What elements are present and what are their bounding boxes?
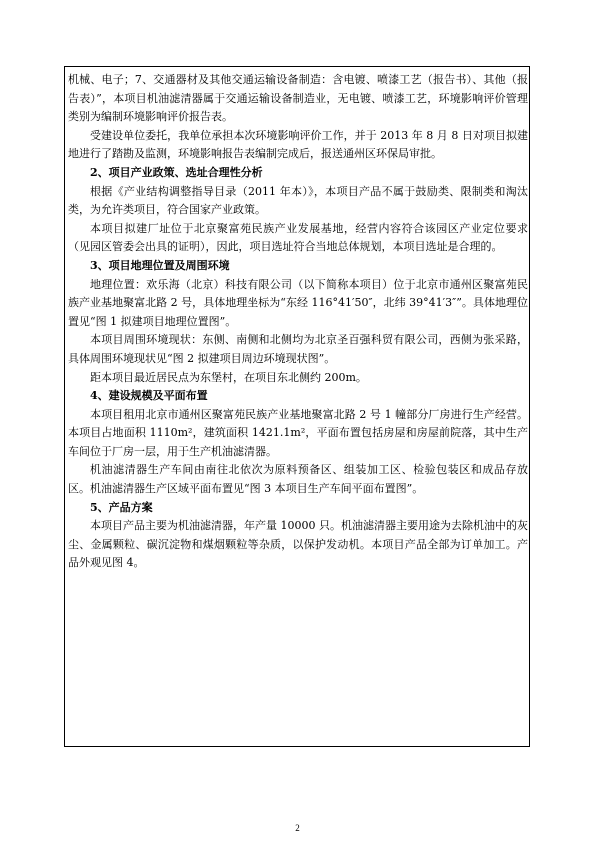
section-heading: 4、建设规模及平面布置 <box>90 389 208 403</box>
section-heading: 3、项目地理位置及周围环境 <box>90 258 230 272</box>
body-paragraph: 受建设单位委托，我单位承担本次环境影响评价工作，并于 2013 年 8 月 8 日对项目拟建地进行了踏勘及监测，环境影响报告表编制完成后，报送通州区环保局审批。 <box>68 128 528 161</box>
body-paragraph: 地理位置：欢乐海（北京）科技有限公司（以下简称本项目）位于北京市通州区聚富苑民族产业基地聚富北路 2 号，具体地理坐标为“东经 116°41′50″，北纬 39°41′3″”。具体地理位置见“图 1 拟建项目地理位置图”。 <box>68 277 528 328</box>
body-paragraph: 本项目产品主要为机油滤清器，年产量 10000 只。机油滤清器主要用途为去除机油中的灰尘、金属颗粒、碳沉淀物和煤烟颗粒等杂质，以保护发动机。本项目产品全部为订单加工。产品外观见图 4。 <box>68 519 528 570</box>
body-paragraph: 根据《产业结构调整指导目录（2011 年本）》，本项目产品不属于鼓励类、限制类和淘汰类，为允许类项目，符合国家产业政策。 <box>68 184 528 217</box>
body-paragraph: 本项目拟建厂址位于北京聚富苑民族产业发展基地，经营内容符合该园区产业定位要求（见园区管委会出具的证明），因此，项目选址符合当地总体规划，本项目选址是合理的。 <box>68 221 528 254</box>
document-body <box>68 71 528 573</box>
body-paragraph: 机械、电子；7、交通器材及其他交通运输设备制造：含电镀、喷漆工艺（报告书）、其他（报告表）”，本项目机油滤清器属于交通运输设备制造业，无电镀、喷漆工艺，环境影响评价管理类别为编制环境影响评价报告表。 <box>68 73 528 124</box>
body-paragraph: 本项目租用北京市通州区聚富苑民族产业基地聚富北路 2 号 1 幢部分厂房进行生产经营。本项目占地面积 1110m²，建筑面积 1421.1m²，平面布置包括房屋和房屋前院落，其中生产车间位于厂房一层，用于生产机油滤清器。 <box>68 407 528 458</box>
section-heading: 2、项目产业政策、选址合理性分析 <box>90 165 263 179</box>
body-paragraph: 距本项目最近居民点为东堡村，在项目东北侧约 200m。 <box>90 370 367 384</box>
page-number: 2 <box>295 823 300 833</box>
body-paragraph: 本项目周围环境现状：东侧、南侧和北侧均为北京圣百强科贸有限公司，西侧为张采路，具体周围环境现状见“图 2 拟建项目周边环境现状图”。 <box>68 333 528 365</box>
body-paragraph: 机油滤清器生产车间由南往北依次为原料预备区、组装加工区、检验包装区和成品存放区。机油滤清器生产区域平面布置见“图 3 本项目生产车间平面布置图”。 <box>68 463 528 496</box>
section-heading: 5、产品方案 <box>90 500 153 514</box>
